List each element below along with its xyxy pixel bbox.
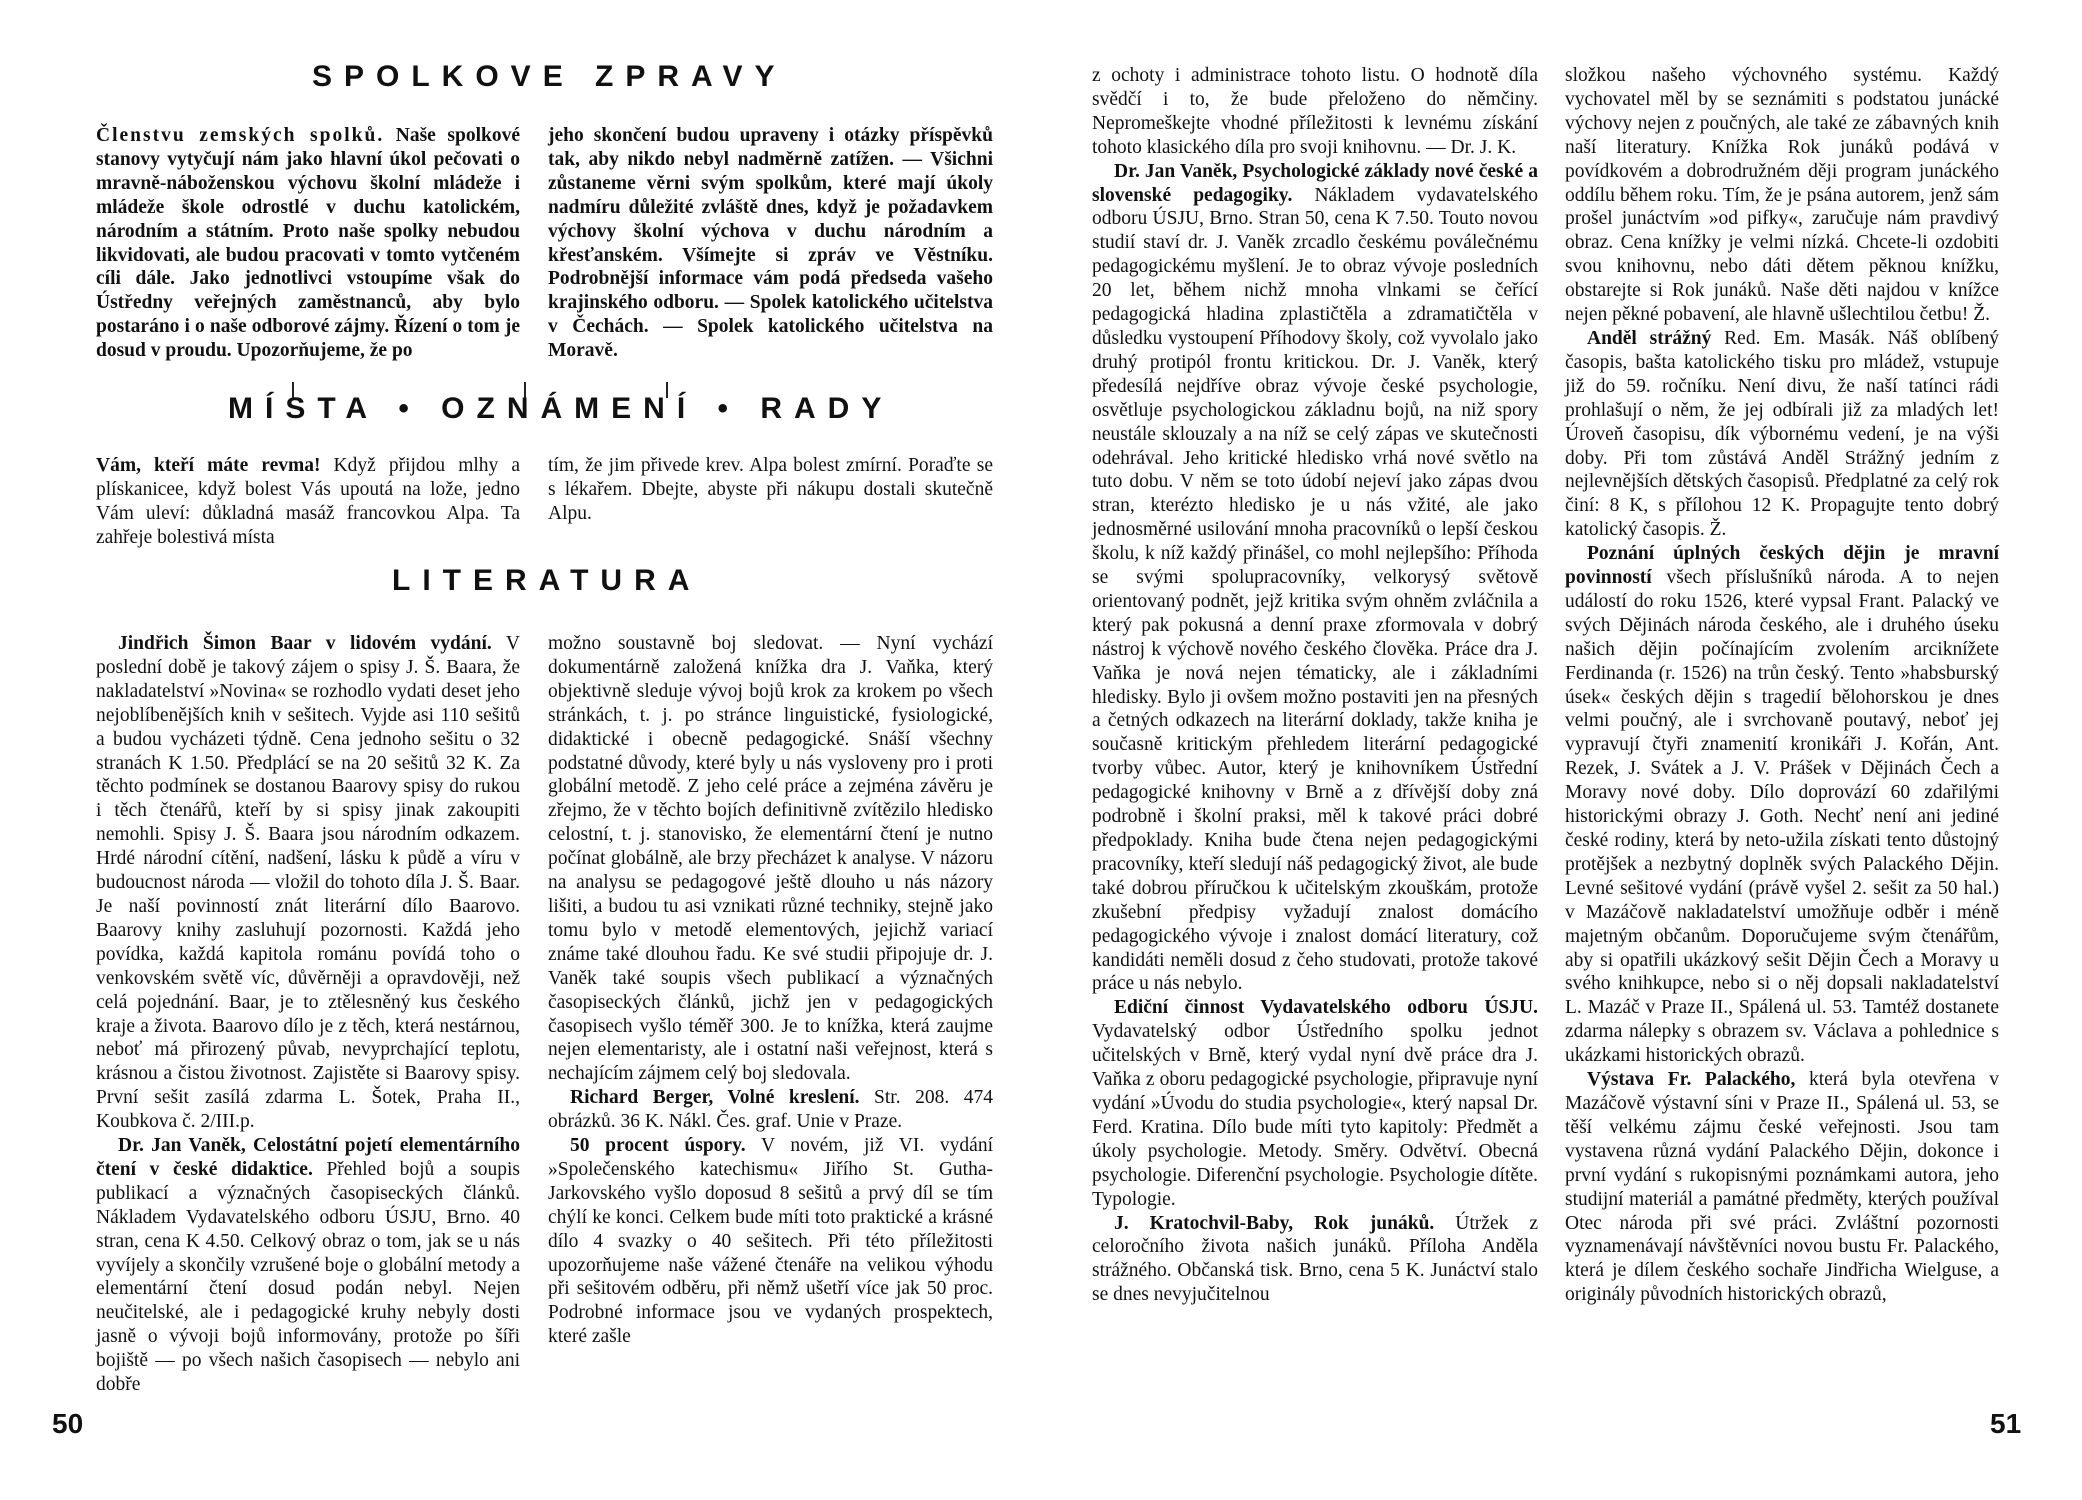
article — [1092, 996, 1538, 1211]
right-column-2 — [1565, 64, 1999, 1424]
article-text: složkou našeho výchovného systému. Každý vychovatel měl by se seznámiti s podstatou junácké výchovy nejen z poučných, ale také ze zábavných knih naší literatury. Knížka Rok junáků podává v povídkovém a dobrodružném ději program junáckého oddílu během roku. Tím, že je psána autorem, jenž sám prošel junáctvím »od pifky«, zaručuje nám pravdivý obraz. Cena knížky je velmi nízká. Chcete-li ozdobiti svou knihovnu, nebo dáti dětem pěknou knížku, obstarejte si Rok junáků. Naše děti najdou v knížce nejen pěkné pobavení, ale hlavně ušlechtilou četbu! Ž. — [1565, 65, 1999, 326]
article-text: Vydavatelský odbor Ústředního spolku jednot učitelských v Brně, který vydal nyní dvě práce dra J. Vaňka z oboru pedagogické psychologie, připravuje nyní vydání »Úvodu do studia psychologie«, který napsal Dr. Ferd. Kratina. Dílo bude míti tyto kapitoly: Předmět a úkoly psychologie. Metody. Směry. Odvětví. Obecná psychologie. Diferenční psychologie. Psychologie dítěte. Typologie. — [1092, 1021, 1538, 1210]
article-text: všech příslušníků národa. A to nejen událostí do roku 1526, které vypsal Frant. Palacký ve svých Dějinách národa českého, ale i druhého úseku našich dějin počínajícím zvolením arciknížete Ferdinanda (r. 1526) na trůn český. Tento »habsburský úsek« českých dějin s tragedií bělohorskou je dnes velmi poučný, ale i svrchovaně poutavý, neboť jej vypravují čtyři znamenití kronikáři J. Kořán, Ant. Rezek, J. Svátek a J. V. Prášek v Dějinách Čech a Moravy nové doby. Dílo doprovází 60 zdařilými historickými obrazy J. Goth. Nechť není ani jediné české rodiny, která by neto-užila získati tento důstojný protějšek a nezbytný doplněk svých Palackého Dějin. Levné sešitové vydání (právě vyšel 2. sešit za 50 hal.) v Mazáčově nakladatelství umožňuje odběr i méně majetným občanům. Doporučujeme svým čtenářům, aby si opatřili ukázkový sešit Dějin Čech a Moravy u svého knihkupce, nebo si o něj dopsali nakladatelství L. Mazáč v Praze II., Spálená ul. 53. Tamtéž dostanete zdarma nálepky s obrazem sv. Václava a pohlednice s ukázkami historických obrazů. — [1565, 567, 1999, 1067]
article — [96, 1134, 520, 1397]
article — [1565, 327, 1999, 542]
article — [1092, 160, 1538, 997]
article — [1092, 64, 1538, 160]
article-text: Přehled bojů a soupis publikací a význačných časopiseckých článků. Nákladem Vydavatelského odboru ÚSJU, Brno. 40 stran, cena K 4.50. Celkový obraz o tom, jak se u nás vyvíjely a skončily vzrušené boje o globální metody a elementární čtení dosud podán nebyl. Nejen neučitelské, ale i pedagogické kruhy nebyly dosti jasně o vývoji bojů informovány, protože po šíři bojiště — po všech našich časopisech — nebylo ani dobře — [96, 1158, 521, 1396]
spolkove-text-2: jeho skončení budou upraveny i otázky příspěvků tak, aby nikdo nebyl nadměrně zatížen. — Všichni zůstaneme věrni svým spolkům, které mají úkoly nadmíru důležité zvláště dnes, když je požadavkem výchovy školní výchova v duchu národním a křesťanském. Všímejte si zpráv ve Věstníku. Podrobnější informace vám podá předseda vašeho krajinského odboru. — Spolek katolického učitelstva v Čechách. — Spolek katolického učitelstva na Moravě. — [548, 125, 993, 362]
article-text: která byla otevřena v Mazáčově výstavní síni v Praze II., Spálená ul. 53, se těší velkému zájmu české veřejnosti. Jsou tam vystavena různá vydání Palackého Dějin, dokonce i první vydání s rukopisnými poznámkami autora, jeho studijní materiál a památné předměty, kterých používal Otec národa při své práci. Zvláštní pozornosti vyznamenávají návštěvníci novou bustu Fr. Palackého, která je dílem českého sochaře Jindřicha Wielguse, a originály původních historických obrazů, — [1565, 1069, 2000, 1306]
page-number-left: 50 — [52, 1408, 84, 1439]
article-lead: J. Kratochvil-Baby, Rok junáků. — [1114, 1212, 1435, 1234]
article-text: V poslední době je takový zájem o spisy J. Š. Baara, že nakladatelství »Novina« se rozhodlo vydati deset jeho nejoblíbenějších knih v sešitech. Vyjde asi 110 sešitů a budou vycházeti týdně. Cena jednoho sešitu o 32 stranách K 1.50. Předplácí se na 20 sešitů 32 K. Za těchto podmínek se dostanou Baarovy spisy do rukou i těch čtenářů, kteří by si spisy jinak zakoupiti nemohli. Spisy J. Š. Baara jsou národním odkazem. Hrdé národní cítění, nadšení, lásku k půdě a víru v budoucnost národa — vložil do tohoto díla J. Š. Baar. Je naší povinností znát literární dílo Baarovo. Baarovy knihy zasluhují pozornosti. Každá jeho povídka, každá kapitola románu povídá toho o venkovském světě víc, důvěrněji a opravdověji, než celá pojednání. Baar, je to ztělesněný kus českého kraje a života. Baarovo dílo je z těch, která nestárnou, neboť má přirozený půvab, nevyprchající teplotu, krásnou a čistou životnost. Zajistěte si Baarovy spisy. První sešit zasílá zdarma L. Šotek, Praha II., Koubkova č. 2/III.p. — [96, 633, 520, 1133]
article-text: z ochoty i administrace tohoto listu. O hodnotě díla svědčí i to, že bude přeloženo do němčiny. Nepromeškejte vhodné příležitosti k levnému získání tohoto klasického díla pro svoji knihovnu. — Dr. J. K. — [1092, 65, 1538, 158]
right-column-1 — [1092, 64, 1538, 1424]
article-lead: Poznání úplných českých dějin je mravní povinností — [1565, 543, 1999, 589]
article — [1565, 1068, 1999, 1307]
literatura-column-2 — [548, 632, 993, 1382]
article — [1565, 64, 1999, 327]
article-text: možno soustavně boj sledovat. — Nyní vychází dokumentárně založená knížka dra J. Vaňka, který objektivně sleduje vývoj bojů krok za krokem po všech stránkách, t. j. po stránce linguistické, fysiologické, didaktické i obecně pedagogické. Snáší všechny podstatné důvody, které byly u nás vysloveny pro i proti globální metodě. Z jeho celé práce a zejména závěru je zřejmo, že v těchto bojích definitivně zvítězilo hledisko celostní, t. j. stanovisko, že elementární čtení je nutno počínat globálně, ale brzy přecházet k analyse. V názoru na analysu se pedagogové ještě dlouho u nás názory lišiti, a budou tu asi vznikati různé techniky, stejně jako tomu bylo v metodě elementových, jejichž variací známe také dlouhou řadu. Ke své studii připojuje dr. J. Vaněk také soupis všech publikací a význačných časopiseckých článků, jichž jen v pedagogických časopisech vyšlo téměř 300. Je to knížka, která zaujme nejen elementaristy, ale i ostatní naši veřejnost, která s nechajícím zájmem celý boj sledovala. — [548, 633, 993, 1085]
literatura-column-1 — [96, 632, 521, 1396]
mista-column-1 — [96, 454, 520, 548]
mista-text-1: Když přijdou mlhy a plískanicee, když bolest Vás upoutá na lože, jedno Vám uleví: důkladná masáž francovkou Alpa. Ta zahřeje bolestivá místa — [96, 455, 520, 548]
article-lead: Ediční činnost Vydavatelského odboru ÚSJU. — [1114, 997, 1538, 1019]
article — [1092, 1212, 1538, 1308]
spolkove-column-1 — [96, 124, 520, 362]
article-text: Str. 208. 474 obrázků. 36 K. Nákl. Čes. graf. Unie v Praze. — [548, 1087, 994, 1133]
article-lead: Výstava Fr. Palackého, — [1587, 1069, 1796, 1091]
spolkove-lead: Členstvu zemských spolků. — [96, 125, 385, 146]
spolkove-text-1: Naše spolkové stanovy vytyčují nám jako hlavní úkol pečovati o mravně-náboženskou výchovu školní mládeže i mládeže škole odrostlé v duchu katolickém, národním a státním. Proto naše spolky nebudou likvidovati, ale budou pracovati v tomto vytčeném cíli dále. Jako jednotlivci vstoupíme však do Ústředny veřejných zaměstnanců, aby bylo postaráno i o naše odborové zájmy. Řízení o tom je dosud v proudu. Upozorňujeme, že po — [96, 125, 520, 362]
article-text: Red. Em. Masák. Náš oblíbený časopis, bašta katolického tisku pro mládež, vstupuje již do 59. ročníku. Není divu, že naší tatínci rádi prohlašují o něm, že jej odbírali již za mladých let! Úroveň časopisu, dík výbornému vedení, je na výši doby. Při tom zůstává Anděl Strážný jedním z nejlevnějších dětských časopisů. Předplatné za celý rok činí: 8 K, s přílohou 12 K. Propagujte tento dobrý katolický časopis. Ž. — [1565, 327, 1999, 541]
article — [548, 1086, 993, 1134]
heading-mista-oznameni-rady: MÍSTA • OZNÁMENÍ • RADY — [228, 392, 894, 425]
mista-lead: Vám, kteří máte revma! — [96, 455, 321, 476]
article-text: V novém, již VI. vydání »Společenského katechismu« Jiřího St. Gutha-Jarkovského vyšlo doposud 8 sešitů a prvý díl se tím chýlí ke konci. Celkem bude míti toto praktické a krásné dílo 4 svazky o 40 sešitech. Při této příležitosti upozorňujeme naše vážené čtenáře na velikou výhodu při sešitovém odběru, při němž ušetří více jak 50 proc. Podrobné informace jsou ve vydaných prospektech, které zašle — [548, 1135, 994, 1348]
article — [96, 632, 520, 1134]
article-text: Nákladem vydavatelského odboru ÚSJU, Brno. Stran 50, cena K 7.50. Touto novou studií staví dr. J. Vaněk zrcadlo českému poválečnému pedagogickému myšlení. Je to obraz vývoje posledních 20 let, během nichž mnoha vlnkami se čeřící pedagogická hladina zplastičtěla a zdramatičtěla v důsledku vystoupení Příhodovy školy, což vyvolalo jako druhý protipól frontu kritickou. Dr. J. Vaněk, který předesílá nejdříve obraz vývoje české psychologie, osvětluje psychologickou základnu bojů, na niž spory neustále sklouzaly a na níž se celý zápas ve skutečnosti odehrával. Jeho kritické hledisko vrhá nové světlo na tuto dobu. V něm se toto údobí nejeví jako zápas dvou stran, kterézto hledisko je u nás vžité, ale jako jednosměrné usilování mnoha pracovníků o lepší českou školu, k níž každý přinášel, co mohl nejlepšího: Příhoda se svými spolupracovníky, velkorysý světově orientovaný podnět, jejž kritika svým ohněm zvláčnila a který pak pokusná a denní praxe zformovala v dobrý nástroj k výchově nového českého člověka. Práce dra J. Vaňka je nová nejen tématicky, ale i základními hledisky. Bylo ji ovšem možno postaviti jen na přesných a četných odkazech na literární doklady, takže kniha je současně kritickým přehledem literární pedagogické tvorby vůbec. Autor, který je knihovníkem Ústřední pedagogické knihovny v Brně a z dřívější doby zná podrobně i školní praksi, měl k takové práci dobré předpoklady. Kniha bude čtena nejen pedagogickými pracovníky, kteří sledují náš pedagogický život, ale bude také dobrou příručkou k učitelským zkouškám, protože zkušební předpisy vyžadují znalost domácího pedagogického vývoje i znalost domácí literatury, což kandidáti neměli dosud z čeho studovati, protože takové práce u nás nebylo. — [1092, 184, 1538, 995]
article — [1565, 542, 1999, 1068]
article-lead: Dr. Jan Vaněk, Psychologické základy nové české a slovenské pedagogiky. — [1092, 160, 1538, 206]
mista-text-2: tím, že jim přivede krev. Alpa bolest zmírní. Poraďte se s lékařem. Dbejte, abyste při nákupu dostali skutečně Alpu. — [548, 455, 993, 524]
heading-spolkove-zpravy: SPOLKOVE ZPRAVY — [312, 60, 787, 93]
page-number-right: 51 — [1990, 1408, 2022, 1439]
spolkove-column-2 — [548, 124, 993, 362]
article-lead: Richard Berger, Volné kreslení. — [570, 1087, 860, 1109]
article-lead: Dr. Jan Vaněk, Celostátní pojetí elementárního čtení v české didaktice. — [96, 1135, 520, 1180]
heading-literatura: LITERATURA — [392, 564, 702, 597]
article-lead: Jindřich Šimon Baar v lidovém vydání. — [118, 633, 492, 654]
article-text: Útržek z celoročního života našich junáků. Příloha Anděla strážného. Občanská tisk. Brno, cena 5 K. Junáctví stalo se dnes nevyjučitelnou — [1092, 1212, 1538, 1306]
article-lead: Anděl strážný — [1587, 327, 1712, 349]
article — [548, 1134, 993, 1349]
mista-column-2 — [548, 454, 993, 534]
article-lead: 50 procent úspory. — [570, 1135, 746, 1157]
article — [548, 632, 993, 1086]
